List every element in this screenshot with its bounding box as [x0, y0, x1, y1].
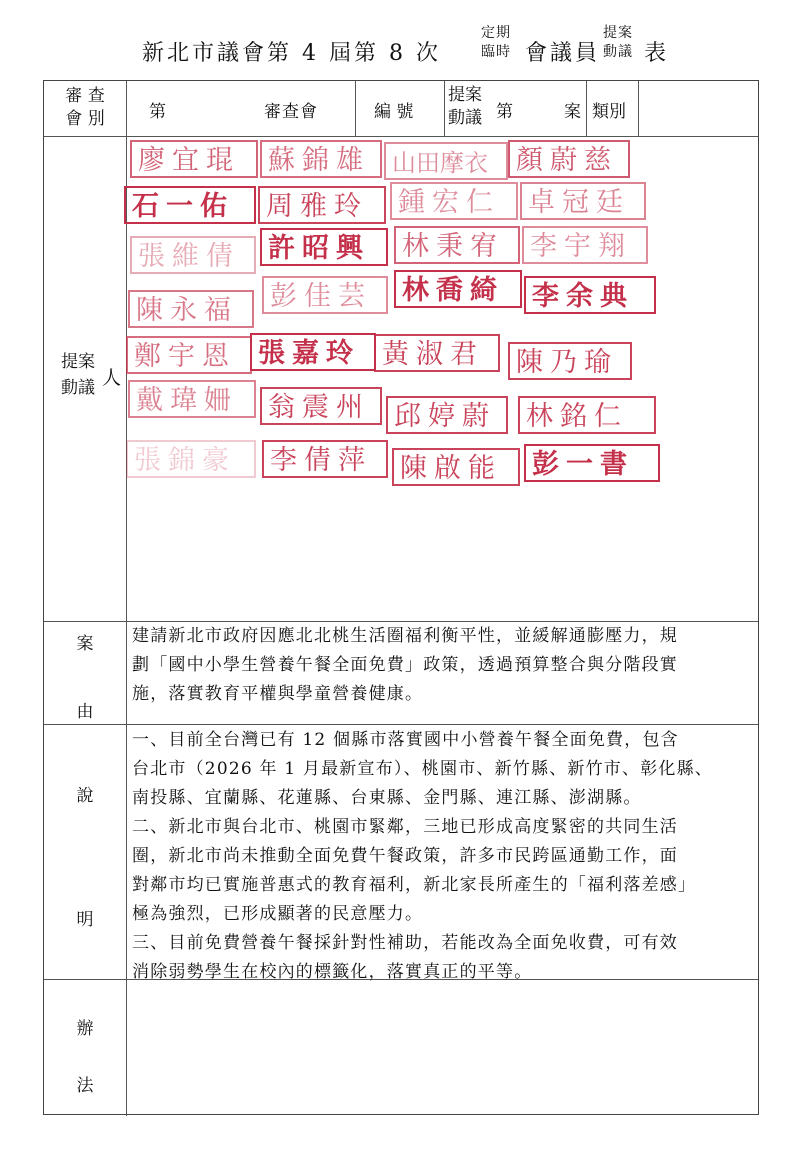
name-stamp: 林喬綺 — [394, 270, 522, 308]
name-stamp: 李宇翔 — [522, 226, 648, 264]
form-type-options — [603, 24, 633, 62]
divider — [586, 81, 587, 136]
motion-number-label — [448, 84, 482, 130]
review-session-suffix: 審查會 — [264, 102, 318, 122]
proposer-label-bottom: 動議 — [61, 378, 95, 398]
motion-number-prefix: 第 — [496, 102, 513, 122]
name-stamp: 李倩萍 — [262, 440, 388, 478]
divider — [126, 81, 127, 1116]
proposer-label-top: 提案 — [61, 352, 95, 372]
name-stamp: 顏蔚慈 — [508, 140, 630, 178]
session-type-options — [481, 24, 511, 62]
proposer-label — [48, 349, 108, 401]
explanation-text — [132, 726, 756, 987]
number-label: 編 號 — [374, 102, 414, 122]
name-stamp: 陳永福 — [128, 290, 254, 328]
name-stamp: 陳啟能 — [392, 448, 520, 486]
explanation-line: 一、目前全台灣已有 12 個縣市落實國中小營養午餐全面免費，包含 — [132, 730, 679, 750]
name-stamp: 李余典 — [524, 276, 656, 314]
explanation-line: 台北市（2026 年 1 月最新宣布）、桃園市、新竹縣、新竹市、彰化縣、 — [132, 759, 713, 779]
review-session-prefix: 第 — [149, 102, 166, 122]
explanation-line: 三、目前免費營養午餐採針對性補助，若能改為全面免收費，可有效 — [132, 933, 678, 953]
explanation-label-bottom: 明 — [76, 910, 94, 930]
name-stamp: 周雅玲 — [258, 186, 386, 224]
reason-line: 劃「國中小學生營養午餐全面免費」政策，透過預算整合與分階段實 — [132, 655, 678, 675]
explanation-line: 二、新北市與台北市、桃園市緊鄰，三地已形成高度緊密的共同生活 — [132, 817, 678, 837]
name-stamp: 林秉宥 — [394, 226, 520, 264]
review-label-bottom: 會 別 — [65, 109, 105, 129]
method-content[interactable] — [132, 986, 756, 1106]
form-title — [0, 0, 800, 78]
motion-number-suffix: 案 — [564, 102, 581, 122]
name-stamp: 張嘉玲 — [250, 333, 376, 371]
session-type-special: 臨時 — [481, 44, 511, 60]
name-stamp: 彭一書 — [524, 444, 660, 482]
reason-line: 建請新北市政府因應北北桃生活圈福利衡平性，並緩解通膨壓力，規 — [132, 626, 678, 646]
method-label-bottom: 法 — [76, 1076, 94, 1096]
name-stamp: 邱婷蔚 — [386, 396, 508, 434]
title-middle: 會議員 — [525, 41, 601, 66]
explanation-line: 極為強烈，已形成顯著的民意壓力。 — [132, 904, 424, 924]
explanation-line: 消除弱勢學生在校內的標籤化，落實真正的平等。 — [132, 962, 533, 982]
name-stamp: 蘇錦雄 — [260, 140, 382, 178]
name-stamp: 張維倩 — [130, 236, 256, 274]
reason-line: 施，落實教育平權與學童營養健康。 — [132, 684, 424, 704]
form-type-proposal: 提案 — [603, 25, 633, 41]
reason-text — [132, 622, 756, 709]
divider — [44, 724, 758, 725]
review-session-label — [44, 85, 126, 131]
explanation-line: 南投縣、宜蘭縣、花蓮縣、台東縣、金門縣、連江縣、澎湖縣。 — [132, 788, 642, 808]
divider — [44, 136, 758, 137]
reason-label-top: 案 — [76, 634, 94, 654]
proposer-label-suffix: 人 — [102, 367, 122, 389]
explanation-line: 圈，新北市尚未推動全面免費午餐政策，許多市民跨區通勤工作，面 — [132, 846, 678, 866]
name-stamp: 黃淑君 — [374, 334, 500, 372]
explanation-label-top: 說 — [76, 786, 94, 806]
name-stamp: 彭佳芸 — [262, 276, 388, 314]
name-stamp: 鄭宇恩 — [126, 336, 252, 374]
category-label: 類別 — [592, 102, 626, 122]
motion-label-top: 提案 — [448, 85, 482, 105]
divider — [355, 81, 356, 136]
title-prefix: 新北市議會第 4 屆第 8 次 — [142, 41, 441, 66]
name-stamp: 翁震州 — [260, 387, 382, 425]
review-label-top: 審 查 — [65, 86, 105, 106]
name-stamp: 陳乃瑜 — [508, 342, 632, 380]
explanation-line: 對鄰市均已實施普惠式的教育福利，新北家長所產生的「福利落差感」 — [132, 875, 697, 895]
title-suffix: 表 — [644, 41, 670, 66]
name-stamp: 張錦豪 — [126, 440, 256, 478]
name-stamp: 鍾宏仁 — [390, 182, 518, 220]
name-stamp: 許昭興 — [260, 228, 388, 266]
name-stamp: 戴瑋姍 — [128, 380, 256, 418]
method-label-top: 辦 — [76, 1019, 94, 1039]
name-stamp: 山田摩衣 — [384, 142, 508, 180]
motion-label-bottom: 動議 — [448, 108, 482, 128]
form-type-motion: 動議 — [603, 44, 633, 60]
name-stamp: 卓冠廷 — [520, 182, 646, 220]
name-stamp: 林銘仁 — [518, 396, 656, 434]
name-stamp: 廖宜琨 — [130, 140, 258, 178]
session-type-regular: 定期 — [481, 25, 511, 41]
reason-label-bottom: 由 — [76, 702, 94, 722]
divider — [638, 81, 639, 136]
divider — [444, 81, 445, 136]
name-stamp: 石一佑 — [124, 186, 256, 224]
